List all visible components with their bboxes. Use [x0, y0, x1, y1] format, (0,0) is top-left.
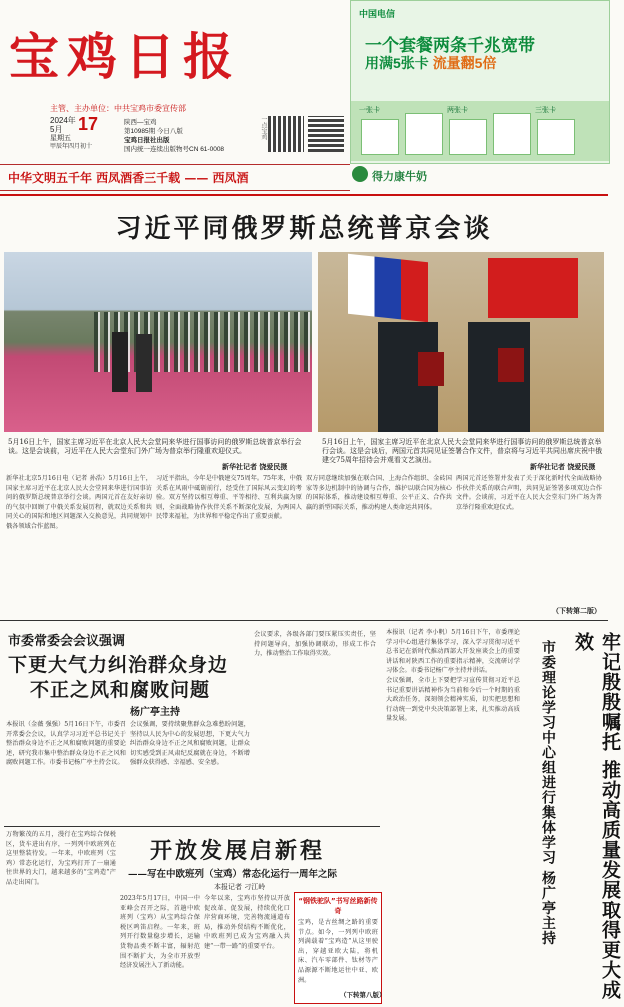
feature-body-col-2: 今年以来，宝鸡市坚持以开放促改革、促发展，持续优化口岸营商环境，完善物流通道布局，推动外贸结构不断优化，中欧班列已成为宝鸡融入共建“一带一路”的重要平台。 [204, 895, 290, 950]
newspaper-nameplate: 宝鸡日报 [9, 27, 241, 86]
date-block [50, 116, 104, 156]
date-day: 17 [78, 114, 99, 134]
date-year: 2024年 [50, 116, 76, 125]
vertical-story-subtitle: 市委理论学习中心组进行集体学习 杨广亭主持 [540, 640, 556, 946]
ad-headline: 一个套餐两条千兆宽带 [365, 36, 535, 55]
date-month: 5月 [50, 125, 63, 134]
house-icon [493, 113, 531, 155]
feature-byline: 本报记者 刁江岭 [214, 883, 266, 891]
publisher: 宝鸡日报社出版 [124, 137, 170, 144]
feature-subtitle: ——写在中欧班列（宝鸡）常态化运行一周年之际 [128, 869, 338, 880]
lead-body-col-2: 习近平指出，今年是中俄建交75周年。75年来，中俄关系在风雨中砥砺前行，经受住了国际风云变幻的考验。双方坚持以相互尊重、平等相待、互利共赢为原则，全面战略协作伙伴关系不断深化发展，为两国人民带来福祉，为世界和平稳定作出了重要贡献。 [156, 475, 302, 521]
app-name: 一点宝鸡 [260, 116, 266, 140]
photo-caption-2: 5月16日上午，国家主席习近平在北京人民大会堂同来华进行国事访问的俄罗斯总统普京举行会谈。这是会谈后，两国元首共同见证签署合作文件，普京将与习近平共同出席庆祝中俄建交75周年招待会并观看文艺演出。 [322, 438, 602, 464]
house-icon [449, 119, 487, 155]
article2-body-col-2: 会议强调，要持续聚焦群众急难愁盼问题，坚持以人民为中心的发展思想，下更大气力纠治群众身边不正之风和腐败问题，让群众切实感受到正风肃纪反腐就在身边，不断增强群众获得感、幸福感、安全感。 [130, 721, 250, 767]
feature-intro: 万物繁茂的五月，漫行在宝鸡综合保税区，货车进出有序，一列列中欧班列在这里整装待发。一年来，中欧班列（宝鸡）常态化运行，为宝鸡打开了一扇通往世界的大门，越来越多的“宝鸡造”产品走出国门。 [6, 831, 116, 886]
ad-subline [365, 53, 496, 73]
feature-sidebar-body: 宝鸡，是古丝绸之路的重要节点。如今，一列列中欧班列满载着“宝鸡造”从这里驶出，穿越亚欧大陆，将机床、汽车零部件、钛材等产品源源不断地运往中亚、欧洲。 [298, 919, 378, 984]
liquor-banner-text: 中华文明五千年 西凤酒香三千载 —— 西凤酒 [8, 171, 249, 185]
qr-code-icon [308, 116, 344, 152]
qr-code-icon [268, 116, 304, 152]
article2-byline: 杨广亭主持 [130, 707, 180, 718]
ad-promo-3: 三张卡 [535, 107, 556, 114]
photo-caption-1: 5月16日上午，国家主席习近平在北京人民大会堂同来华进行国事访问的俄罗斯总统普京举行会谈。这是会谈前，习近平在人民大会堂东门外广场为普京举行隆重欢迎仪式。 [8, 438, 302, 455]
publication-info [124, 118, 244, 154]
vertical-story-title: 牢记殷殷嘱托 推动高质量发展取得更大成效 [572, 632, 621, 1000]
feature-body-col-1: 2023年5月17日，中国一中亚峰会召开之际，首趟中欧班列（宝鸡）从宝鸡综合保税区鸣笛启程。一年来，班列开行数量稳步增长，运输货物品类不断丰富，辐射范围不断扩大，为全市开放型经济发展注入了新动能。 [120, 895, 200, 970]
article2-body-col-1: 本报讯（金薇 强强）5月16日下午，市委召开常委会会议，认真学习习近平总书记关于整治群众身边不正之风和腐败问题的重要论述，研究我市集中整治群众身边不正之风和腐败问题工作。市委书记杨广亭主持会议。 [6, 721, 126, 767]
liquor-banner [0, 164, 350, 191]
section-divider [0, 620, 608, 621]
photo-credit-1: 新华社记者 饶爱民摄 [222, 462, 288, 471]
vertical-story-body-1: 本报讯（记者 李小帆）5月16日下午，市委理论学习中心组进行集体学习，深入学习贯彻习近平总书记在新时代推动西部大开发座谈会上的重要讲话和对陕西工作的重要指示精神，交流研讨学习体会。市委书记杨广亭主持并讲话。 [386, 629, 520, 675]
top-divider [0, 194, 608, 196]
ad-promo-1: 一张卡 [359, 107, 380, 114]
photo-credit-2: 新华社记者 饶爱民摄 [530, 462, 596, 471]
article2-kicker: 市委常委会会议强调 [8, 634, 126, 649]
article2-body-col-3: 会议要求，各级各部门要压紧压实责任，坚持问题导向，加强协调联动，形成工作合力，推动整治工作取得实效。 [254, 631, 376, 658]
lead-body-col-1: 新华社北京5月16日电（记者 孙浩）5月16日上午，国家主席习近平在北京人民大会堂同来华进行国事访问的俄罗斯总统普京举行会谈。两国元首在友好亲切的气氛中回顾了中俄关系发展历程，就双边关系和共同关心的国际和地区问题深入交换意见，共同规划中俄各领域合作蓝图。 [6, 475, 152, 530]
welcome-ceremony-photo [4, 252, 312, 432]
paper-issue-number: 第10985期 今日八版 [124, 128, 183, 135]
handshake-photo [318, 252, 604, 432]
feature-continued: （下转第八版） [340, 991, 386, 999]
house-icon [405, 113, 443, 155]
date-lunar: 甲辰年四月初十 [50, 144, 93, 150]
ad-house-band [351, 101, 609, 161]
house-icon [361, 119, 399, 155]
date-weekday: 星期五 [50, 135, 71, 142]
lead-body-col-3: 双方同意继续加强在联合国、上海合作组织、金砖国家等多边机制中的协调与合作，维护以联合国为核心的国际体系，推动建设相互尊重、公平正义、合作共赢的新型国际关系，推动构建人类命运共同体。 [306, 475, 452, 511]
masthead-sponsor: 主管、主办单位：中共宝鸡市委宣传部 [50, 104, 186, 113]
vertical-story-body-2: 会议强调，全市上下要把学习宣传贯彻习近平总书记重要讲话精神作为当前和今后一个时期的重大政治任务，深刻领会精神实质，切实把思想和行动统一到党中央决策部署上来，扎实推动高质量发展。 [386, 676, 520, 723]
leader-figure [112, 332, 128, 392]
chinese-flag [488, 258, 578, 318]
lead-body-col-4: 两国元首还签署并发表了关于深化新时代全面战略协作伙伴关系的联合声明，共同见证签署多项双边合作文件。会谈前，习近平在人民大会堂东门外广场为普京举行隆重欢迎仪式。 [456, 475, 602, 511]
telecom-advertisement [350, 0, 610, 164]
house-icon [537, 119, 575, 155]
feature-divider [4, 826, 380, 827]
red-folder [418, 352, 444, 386]
feature-sidebar-box [294, 892, 382, 1004]
ad-subline-b: 流量翻5倍 [432, 55, 497, 71]
russian-flag [348, 254, 428, 322]
feature-sidebar-title: “钢铁驼队”书写丝路新传奇 [298, 897, 378, 915]
ad-promo-2: 两张卡 [447, 107, 468, 114]
milk-banner-text: 得力康牛奶 [372, 170, 427, 183]
article2-title-line1: 下更大气力纠治群众身边 [8, 654, 229, 676]
red-folder [498, 348, 524, 382]
vertical-story-body [386, 628, 520, 998]
lead-headline: 习近平同俄罗斯总统普京会谈 [115, 214, 493, 244]
lead-continued: （下转第二版） [552, 606, 601, 615]
china-telecom-logo: 中国电信 [359, 9, 396, 19]
feature-title: 开放发展启新程 [150, 839, 326, 864]
milk-logo-icon [352, 166, 368, 182]
ad-subline-a: 用满5张卡 [365, 55, 433, 71]
region-code: 陕西—宝鸡 [124, 119, 157, 126]
cn-number: 国内统一连续出版物号CN 61-0008 [124, 146, 225, 153]
article2-title-line2: 不正之风和腐败问题 [30, 679, 211, 701]
leader-figure [136, 334, 152, 392]
